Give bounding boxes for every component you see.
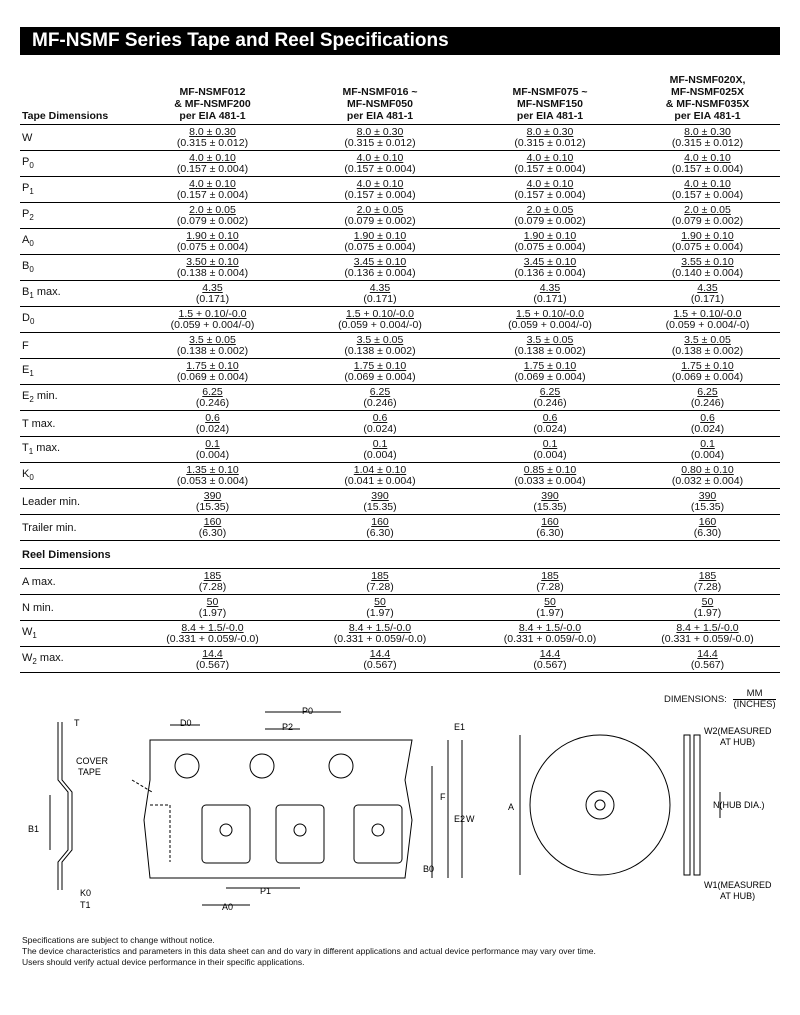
table-row [20,621,780,647]
value-cell: 6.25 (0.246) [130,385,295,411]
value-cell: 1.5 + 0.10/-0.0 (0.059 + 0.004/-0) [465,307,635,333]
value-cell: 3.45 ± 0.10 (0.136 ± 0.004) [295,255,465,281]
value-cell: 14.4 (0.567) [130,647,295,673]
label-A: A [508,802,515,812]
value-cell: 8.4 + 1.5/-0.0 (0.331 + 0.059/-0.0) [295,621,465,647]
table-row [20,333,780,359]
value-cell: 0.6 (0.024) [130,411,295,437]
label-w2-line2: AT HUB) [720,737,756,747]
value-cell: 8.0 ± 0.30 (0.315 ± 0.012) [635,125,780,151]
row-label: $D_0$ [20,307,130,333]
table-row [20,229,780,255]
dimensions-note: DIMENSIONS: $\frac{MM}{\text{(INCHES)}}$ [664,688,776,710]
value-cell: 4.0 ± 0.10 (0.157 ± 0.004) [635,177,780,203]
value-cell: 1.75 ± 0.10 (0.069 ± 0.004) [295,359,465,385]
label-W: W [466,814,475,824]
value-cell: 1.75 ± 0.10 (0.069 ± 0.004) [130,359,295,385]
label-w1-line1: W1(MEASURED [704,880,772,890]
value-cell: 8.4 + 1.5/-0.0 (0.331 + 0.059/-0.0) [130,621,295,647]
value-cell: 1.90 ± 0.10 (0.075 ± 0.004) [295,229,465,255]
value-cell: 1.90 ± 0.10 (0.075 ± 0.004) [465,229,635,255]
value-cell: 3.50 ± 0.10 (0.138 ± 0.004) [130,255,295,281]
value-cell: 0.1 (0.004) [130,437,295,463]
value-cell: 3.5 ± 0.05 (0.138 ± 0.002) [295,333,465,359]
spec-table [20,74,780,673]
row-label: W [20,125,130,151]
value-cell: 4.0 ± 0.10 (0.157 ± 0.004) [295,177,465,203]
value-cell: 4.35 (0.171) [635,281,780,307]
value-cell: 8.4 + 1.5/-0.0 (0.331 + 0.059/-0.0) [635,621,780,647]
table-row [20,203,780,229]
tape-reel-diagram [20,700,780,925]
value-cell: 185 (7.28) [295,569,465,595]
value-cell: 1.75 ± 0.10 (0.069 ± 0.004) [465,359,635,385]
value-cell: 2.0 ± 0.05 (0.079 ± 0.002) [130,203,295,229]
value-cell: 1.5 + 0.10/-0.0 (0.059 + 0.004/-0) [635,307,780,333]
value-cell: 8.0 ± 0.30 (0.315 ± 0.012) [465,125,635,151]
value-cell: 3.45 ± 0.10 (0.136 ± 0.004) [465,255,635,281]
value-cell: 0.1 (0.004) [635,437,780,463]
value-cell: 0.1 (0.004) [295,437,465,463]
value-cell: 0.80 ± 0.10 (0.032 ± 0.004) [635,463,780,489]
table-row [20,515,780,541]
label-E2: E2 [454,814,466,824]
label-w2-line1: W2(MEASURED [704,726,772,736]
value-cell: 390 (15.35) [295,489,465,515]
table-row [20,281,780,307]
table-row [20,647,780,673]
value-cell: 160 (6.30) [130,515,295,541]
table-row [20,411,780,437]
value-cell: 6.25 (0.246) [295,385,465,411]
row-label: $P_2$ [20,203,130,229]
value-cell: 160 (6.30) [635,515,780,541]
value-cell: 160 (6.30) [465,515,635,541]
label-P1: P1 [260,886,272,896]
table-row [20,437,780,463]
value-cell: 14.4 (0.567) [295,647,465,673]
row-label: $B_0$ [20,255,130,281]
value-cell: 3.55 ± 0.10 (0.140 ± 0.004) [635,255,780,281]
row-label: $A_0$ [20,229,130,255]
value-cell: 4.0 ± 0.10 (0.157 ± 0.004) [130,151,295,177]
value-cell: 3.5 ± 0.05 (0.138 ± 0.002) [130,333,295,359]
value-cell: 1.90 ± 0.10 (0.075 ± 0.004) [635,229,780,255]
label-F: F [440,792,446,802]
page-title: MF-NSMF Series Tape and Reel Specifications [20,27,780,55]
column-header: MF-NSMF012 & MF-NSMF200 per EIA 481-1 [130,74,295,125]
label-B0: B0 [423,864,435,874]
value-cell: 4.35 (0.171) [130,281,295,307]
label-cover-tape-1: COVER [76,756,109,766]
value-cell: 0.85 ± 0.10 (0.033 ± 0.004) [465,463,635,489]
reel-section-row [20,541,780,569]
value-cell: 160 (6.30) [295,515,465,541]
row-label: $W_1$ [20,621,130,647]
table-row [20,595,780,621]
value-cell: 2.0 ± 0.05 (0.079 ± 0.002) [465,203,635,229]
value-cell: 4.0 ± 0.10 (0.157 ± 0.004) [295,151,465,177]
reel-drawing [520,735,720,875]
value-cell: 6.25 (0.246) [635,385,780,411]
value-cell: 50 (1.97) [295,595,465,621]
value-cell: 14.4 (0.567) [635,647,780,673]
value-cell: 2.0 ± 0.05 (0.079 ± 0.002) [295,203,465,229]
row-label: Trailer min. [20,515,130,541]
label-T: T [74,718,80,728]
value-cell: 4.0 ± 0.10 (0.157 ± 0.004) [465,151,635,177]
table-row [20,151,780,177]
label-A0: A0 [222,902,234,912]
label-E1: E1 [454,722,466,732]
value-cell: 1.5 + 0.10/-0.0 (0.059 + 0.004/-0) [295,307,465,333]
value-cell: 6.25 (0.246) [465,385,635,411]
label-T1: T1 [80,900,91,910]
tape-top-view [132,740,412,878]
label-D0: D0 [180,718,192,728]
label-N: N(HUB DIA.) [713,800,765,810]
row-label: $E_2$ min. [20,385,130,411]
value-cell: 3.5 ± 0.05 (0.138 ± 0.002) [635,333,780,359]
value-cell: 390 (15.35) [465,489,635,515]
value-cell: 4.0 ± 0.10 (0.157 ± 0.004) [465,177,635,203]
value-cell: 185 (7.28) [130,569,295,595]
value-cell: 4.0 ± 0.10 (0.157 ± 0.004) [130,177,295,203]
table-row [20,125,780,151]
table-row [20,385,780,411]
table-row [20,255,780,281]
tape-side-profile [50,722,72,890]
value-cell: 2.0 ± 0.05 (0.079 ± 0.002) [635,203,780,229]
value-cell: 185 (7.28) [635,569,780,595]
table-row [20,359,780,385]
value-cell: 3.5 ± 0.05 (0.138 ± 0.002) [465,333,635,359]
table-row [20,177,780,203]
row-label: $P_1$ [20,177,130,203]
value-cell: 4.35 (0.171) [465,281,635,307]
table-row [20,463,780,489]
table-row [20,569,780,595]
row-label: N min. [20,595,130,621]
value-cell: 390 (15.35) [635,489,780,515]
row-label: F [20,333,130,359]
value-cell: 50 (1.97) [465,595,635,621]
column-header: MF-NSMF075 ~ MF-NSMF150 per EIA 481-1 [465,74,635,125]
label-K0: K0 [80,888,92,898]
column-header: MF-NSMF016 ~ MF-NSMF050 per EIA 481-1 [295,74,465,125]
label-P0: P0 [302,706,314,716]
value-cell: 1.35 ± 0.10 (0.053 ± 0.004) [130,463,295,489]
row-label: $P_0$ [20,151,130,177]
value-cell: 390 (15.35) [130,489,295,515]
value-cell: 8.0 ± 0.30 (0.315 ± 0.012) [130,125,295,151]
value-cell: 8.4 + 1.5/-0.0 (0.331 + 0.059/-0.0) [465,621,635,647]
row-label: $K_0$ [20,463,130,489]
value-cell: 4.0 ± 0.10 (0.157 ± 0.004) [635,151,780,177]
value-cell: 0.6 (0.024) [295,411,465,437]
label-w1-line2: AT HUB) [720,891,756,901]
value-cell: 0.6 (0.024) [635,411,780,437]
row-label: $T_1$ max. [20,437,130,463]
value-cell: 1.75 ± 0.10 (0.069 ± 0.004) [635,359,780,385]
table-row [20,307,780,333]
label-B1: B1 [28,824,40,834]
row-label: T max. [20,411,130,437]
value-cell: 1.90 ± 0.10 (0.075 ± 0.004) [130,229,295,255]
reel-dimensions-header: Reel Dimensions [20,541,780,569]
label-P2: P2 [282,722,294,732]
value-cell: 50 (1.97) [130,595,295,621]
label-cover-tape-2: TAPE [78,767,101,777]
row-label: Leader min. [20,489,130,515]
value-cell: 1.04 ± 0.10 (0.041 ± 0.004) [295,463,465,489]
value-cell: 4.35 (0.171) [295,281,465,307]
row-label: $E_1$ [20,359,130,385]
row-label: A max. [20,569,130,595]
value-cell: 1.5 + 0.10/-0.0 (0.059 + 0.004/-0) [130,307,295,333]
tape-dimensions-header: Tape Dimensions [20,74,130,125]
table-header-row [20,74,780,125]
footer-notes: Specifications are subject to change without notice. The device characteristics and parameters in this data sheet can and do vary in different applications and actual device performance may vary over time. Users should verify actual device performance in their specific applications. [22,935,596,967]
value-cell: 0.1 (0.004) [465,437,635,463]
column-header: MF-NSMF020X, MF-NSMF025X & MF-NSMF035X per EIA 481-1 [635,74,780,125]
value-cell: 185 (7.28) [465,569,635,595]
table-row [20,489,780,515]
value-cell: 8.0 ± 0.30 (0.315 ± 0.012) [295,125,465,151]
value-cell: 0.6 (0.024) [465,411,635,437]
value-cell: 14.4 (0.567) [465,647,635,673]
row-label: $B_1$ max. [20,281,130,307]
value-cell: 50 (1.97) [635,595,780,621]
row-label: $W_2$ max. [20,647,130,673]
